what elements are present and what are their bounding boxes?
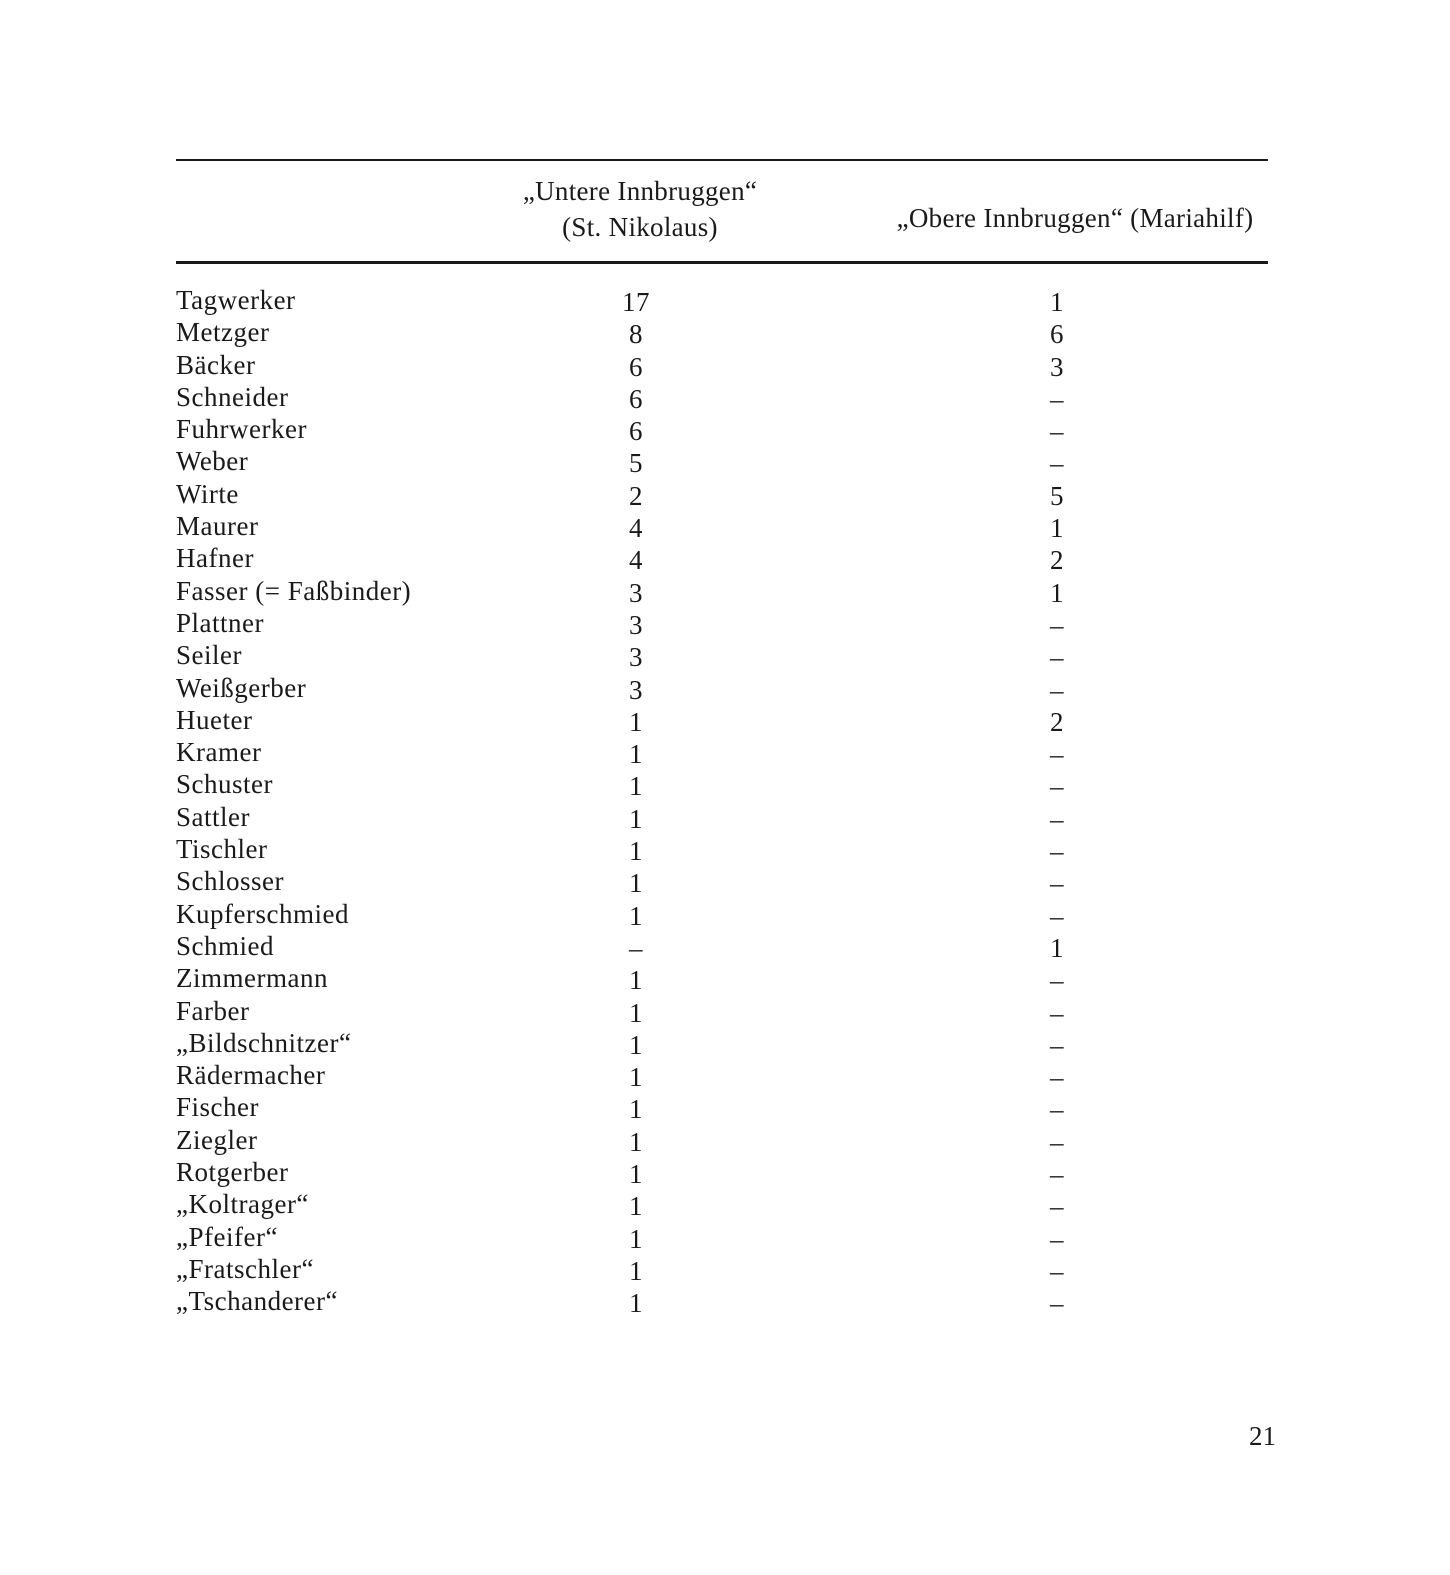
count-untere-innbruggen: 1 [629, 1223, 643, 1254]
occupation-name: Bäcker [176, 349, 256, 380]
table-top-rule [176, 159, 1268, 161]
count-obere-innbruggen: – [1050, 1288, 1064, 1319]
table-row [176, 1156, 1268, 1188]
count-obere-innbruggen: – [1050, 1255, 1064, 1286]
occupation-name: Hueter [176, 704, 253, 735]
count-untere-innbruggen: 17 [622, 287, 650, 317]
count-untere-innbruggen: 3 [629, 674, 643, 705]
occupation-name: Kupferschmied [176, 898, 349, 929]
count-untere-innbruggen: 6 [629, 383, 643, 414]
occupation-name: Rädermacher [176, 1060, 326, 1091]
occupation-name: Fasser (= Faßbinder) [176, 575, 412, 606]
count-obere-innbruggen: – [1050, 642, 1064, 673]
column-header-line-2: (St. Nikolaus) [562, 212, 718, 242]
count-obere-innbruggen: 1 [1050, 577, 1064, 608]
occupation-name: Schuster [176, 769, 273, 800]
count-untere-innbruggen: 5 [629, 448, 643, 479]
occupation-name: Rotgerber [176, 1157, 289, 1188]
occupation-name: Zimmermann [176, 963, 328, 994]
count-obere-innbruggen: – [1050, 739, 1064, 770]
table-row [176, 510, 1268, 542]
count-obere-innbruggen: 2 [1050, 545, 1064, 576]
occupation-name: Wirte [176, 478, 239, 509]
table-row [176, 381, 1268, 413]
column-header-untere-innbruggen [480, 173, 800, 245]
table-row [176, 349, 1268, 381]
count-untere-innbruggen: 1 [629, 803, 643, 834]
count-untere-innbruggen: 1 [629, 739, 643, 770]
table-row [176, 704, 1268, 736]
occupation-name: Farber [176, 995, 250, 1026]
count-obere-innbruggen: – [1050, 1223, 1064, 1254]
table-row [176, 801, 1268, 833]
occupation-name: „Pfeifer“ [176, 1221, 278, 1252]
count-obere-innbruggen: – [1050, 900, 1064, 931]
table-row [176, 575, 1268, 607]
table-row [176, 768, 1268, 800]
count-obere-innbruggen: – [1050, 609, 1064, 640]
count-untere-innbruggen: 1 [629, 1191, 643, 1222]
occupation-name: Schneider [176, 381, 289, 412]
count-obere-innbruggen: 6 [1050, 319, 1064, 350]
table-row [176, 284, 1268, 316]
count-untere-innbruggen: 4 [629, 513, 643, 544]
table-row [176, 1059, 1268, 1091]
occupation-name: Schmied [176, 930, 274, 961]
count-obere-innbruggen: – [1050, 1029, 1064, 1060]
count-obere-innbruggen: 2 [1050, 706, 1064, 737]
occupation-name: Weißgerber [176, 672, 307, 703]
table-row [176, 1285, 1268, 1317]
table-row [176, 1091, 1268, 1123]
count-obere-innbruggen: – [1050, 1094, 1064, 1125]
occupation-name: Weber [176, 446, 249, 477]
occupation-name: Plattner [176, 607, 264, 638]
occupation-name: Fuhrwerker [176, 414, 307, 445]
table-row [176, 316, 1268, 348]
table-row [176, 865, 1268, 897]
count-untere-innbruggen: 1 [629, 900, 643, 931]
count-obere-innbruggen: – [1050, 416, 1064, 447]
table-body [176, 284, 1268, 1318]
count-obere-innbruggen: – [1050, 1126, 1064, 1157]
count-obere-innbruggen: – [1050, 674, 1064, 705]
table-row [176, 413, 1268, 445]
table-row [176, 1124, 1268, 1156]
count-untere-innbruggen: 1 [629, 997, 643, 1028]
occupation-name: Metzger [176, 317, 270, 348]
column-header-obere-innbruggen: „Obere Innbruggen“ (Mariahilf) [896, 203, 1254, 233]
count-untere-innbruggen: 1 [629, 868, 643, 899]
occupation-name: Tagwerker [176, 285, 296, 315]
count-untere-innbruggen: 8 [629, 319, 643, 350]
table-row [176, 833, 1268, 865]
column-header-line-1: „Untere Innbruggen“ [522, 176, 758, 206]
count-untere-innbruggen: 3 [629, 609, 643, 640]
occupation-name: Maurer [176, 511, 259, 542]
table-row [176, 607, 1268, 639]
count-obere-innbruggen: – [1050, 1191, 1064, 1222]
count-obere-innbruggen: 1 [1050, 513, 1064, 544]
occupation-name: „Fratschler“ [176, 1253, 314, 1284]
occupation-name: Seiler [176, 640, 242, 671]
count-obere-innbruggen: – [1050, 965, 1064, 996]
table-row [176, 672, 1268, 704]
table-row [176, 1253, 1268, 1285]
page-number: 21 [1249, 1421, 1276, 1451]
count-untere-innbruggen: 1 [629, 1029, 643, 1060]
count-obere-innbruggen: – [1050, 997, 1064, 1028]
count-obere-innbruggen: 3 [1050, 351, 1064, 382]
count-obere-innbruggen: – [1050, 803, 1064, 834]
count-untere-innbruggen: 1 [629, 965, 643, 996]
table-row [176, 1027, 1268, 1059]
count-obere-innbruggen: 5 [1050, 480, 1064, 511]
table-row [176, 478, 1268, 510]
count-untere-innbruggen: 6 [629, 351, 643, 382]
count-untere-innbruggen: 1 [629, 706, 643, 737]
count-obere-innbruggen: 1 [1050, 932, 1064, 963]
table-row [176, 1221, 1268, 1253]
occupation-name: Kramer [176, 737, 262, 768]
table-row [176, 639, 1268, 671]
table-row [176, 736, 1268, 768]
count-untere-innbruggen: 1 [629, 1062, 643, 1093]
occupation-name: Hafner [176, 543, 254, 574]
table-row [176, 995, 1268, 1027]
occupation-name: „Bildschnitzer“ [176, 1027, 352, 1058]
count-untere-innbruggen: 1 [629, 1094, 643, 1125]
count-untere-innbruggen: 1 [629, 1126, 643, 1157]
occupation-name: „Tschanderer“ [176, 1286, 339, 1317]
count-untere-innbruggen: 2 [629, 480, 643, 511]
table-row [176, 930, 1268, 962]
count-untere-innbruggen: – [629, 932, 643, 963]
table-row [176, 898, 1268, 930]
count-obere-innbruggen: – [1050, 448, 1064, 479]
occupation-name: Schlosser [176, 866, 284, 897]
table-row [176, 1188, 1268, 1220]
occupation-name: Tischler [176, 834, 268, 865]
table-row [176, 962, 1268, 994]
count-untere-innbruggen: 1 [629, 1255, 643, 1286]
occupation-name: Fischer [176, 1092, 259, 1123]
occupation-name: Sattler [176, 801, 250, 832]
table-row [176, 445, 1268, 477]
count-untere-innbruggen: 1 [629, 1159, 643, 1190]
count-obere-innbruggen: – [1050, 1062, 1064, 1093]
count-obere-innbruggen: – [1050, 1159, 1064, 1190]
count-obere-innbruggen: – [1050, 771, 1064, 802]
occupation-name: „Koltrager“ [176, 1189, 309, 1220]
count-untere-innbruggen: 3 [629, 577, 643, 608]
count-obere-innbruggen: – [1050, 383, 1064, 414]
count-untere-innbruggen: 6 [629, 416, 643, 447]
count-untere-innbruggen: 1 [629, 836, 643, 867]
table-row [176, 542, 1268, 574]
count-obere-innbruggen: – [1050, 868, 1064, 899]
occupation-name: Ziegler [176, 1124, 258, 1155]
count-obere-innbruggen: – [1050, 836, 1064, 867]
table-header-rule [176, 261, 1268, 264]
count-untere-innbruggen: 1 [629, 1288, 643, 1319]
count-untere-innbruggen: 3 [629, 642, 643, 673]
count-untere-innbruggen: 1 [629, 771, 643, 802]
count-obere-innbruggen: 1 [1050, 287, 1064, 317]
count-untere-innbruggen: 4 [629, 545, 643, 576]
